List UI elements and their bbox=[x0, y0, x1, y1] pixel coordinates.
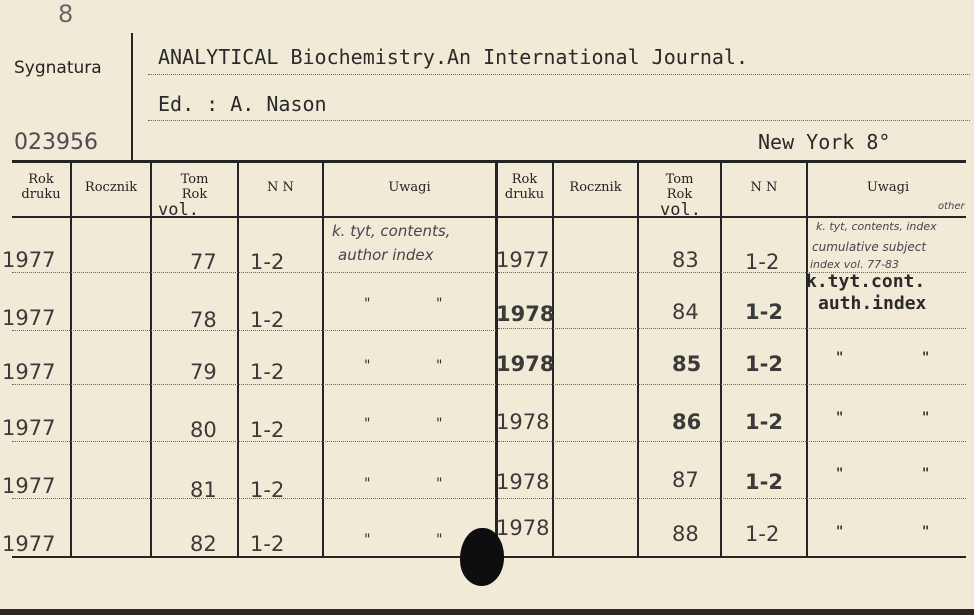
col-rok-druku: Rok druku bbox=[21, 172, 61, 202]
left-row-2-ditto-a: " bbox=[364, 296, 372, 312]
left-row-4-nn: 1-2 bbox=[250, 418, 285, 442]
col-rocznik-2: Rocznik bbox=[569, 180, 622, 195]
col-uwagi: Uwagi bbox=[388, 180, 431, 195]
left-row-5-ditto-a: " bbox=[364, 476, 372, 492]
left-row-1-note: k. tyt, contents, bbox=[332, 222, 451, 240]
left-row-4-year: 1977 bbox=[2, 416, 56, 440]
right-row-4-nn: 1-2 bbox=[745, 410, 783, 434]
left-row-2-tom: 78 bbox=[190, 308, 217, 332]
editor: Ed. : A. Nason bbox=[158, 92, 327, 116]
left-row-6-tom: 82 bbox=[190, 532, 217, 556]
header-top-rule bbox=[12, 160, 966, 163]
right-row-2-nn: 1-2 bbox=[745, 300, 783, 324]
journal-title: ANALYTICAL Biochemistry.An International Journal. bbox=[158, 45, 749, 69]
left-row-5-tom: 81 bbox=[190, 478, 217, 502]
right-row-1-year: 1977 bbox=[496, 248, 550, 272]
right-row-1-nn: 1-2 bbox=[745, 250, 780, 274]
copy-number: 8 bbox=[58, 0, 74, 28]
right-row-3-ditto-a: " bbox=[836, 350, 845, 366]
right-row-2-year: 1978 bbox=[496, 302, 555, 326]
right-row-6-tom: 88 bbox=[672, 522, 699, 546]
right-row-6-ditto-a: " bbox=[836, 524, 845, 540]
left-row-4-ditto-b: " bbox=[436, 416, 444, 432]
left-row-5-nn: 1-2 bbox=[250, 478, 285, 502]
right-row-1-typed-1: k.tyt.cont. bbox=[806, 271, 926, 292]
right-row-5-tom: 87 bbox=[672, 468, 699, 492]
col-nn: N N bbox=[267, 180, 294, 195]
left-row-3-ditto-b: " bbox=[436, 358, 444, 374]
left-row-6-ditto-a: " bbox=[364, 532, 372, 548]
left-row-4-ditto-a: " bbox=[364, 416, 372, 432]
right-row-4-tom: 86 bbox=[672, 410, 702, 434]
col-rok-druku-2: Rok druku bbox=[504, 172, 545, 202]
right-row-1-note-3: index vol. 77-83 bbox=[810, 258, 900, 271]
right-row-4-ditto-b: " bbox=[922, 410, 931, 426]
right-row-1-note-2: cumulative subject bbox=[812, 240, 927, 254]
left-row-3-ditto-a: " bbox=[364, 358, 372, 374]
punch-hole bbox=[460, 528, 504, 586]
left-row-5-year: 1977 bbox=[2, 474, 56, 498]
right-row-1-typed-2: auth.index bbox=[818, 293, 927, 314]
sygnatura-divider bbox=[131, 33, 133, 161]
right-row-6-ditto-b: " bbox=[922, 524, 931, 540]
left-row-6-year: 1977 bbox=[2, 532, 56, 556]
col-tom-rok: Tom Rok bbox=[180, 172, 209, 202]
left-row-6-nn: 1-2 bbox=[250, 532, 285, 556]
col-vol-annotation: vol. bbox=[158, 200, 199, 220]
right-row-1-note-1: k. tyt, contents, index bbox=[816, 220, 937, 233]
col-tom-rok-2: Tom Rok bbox=[665, 172, 694, 202]
right-row-5-ditto-a: " bbox=[836, 466, 845, 482]
right-row-6-nn: 1-2 bbox=[745, 522, 780, 546]
left-row-3-tom: 79 bbox=[190, 360, 217, 384]
right-row-5-year: 1978 bbox=[496, 470, 550, 494]
right-row-3-nn: 1-2 bbox=[745, 352, 783, 376]
col-vol-annotation-2: vol. bbox=[660, 200, 701, 220]
left-row-1-note-2: author index bbox=[338, 246, 434, 264]
left-row-3-nn: 1-2 bbox=[250, 360, 285, 384]
right-row-1-tom: 83 bbox=[672, 248, 699, 272]
left-row-1-tom: 77 bbox=[190, 250, 217, 274]
left-row-2-year: 1977 bbox=[2, 306, 56, 330]
left-row-6-ditto-b: " bbox=[436, 532, 444, 548]
left-row-3-year: 1977 bbox=[2, 360, 56, 384]
left-row-4-tom: 80 bbox=[190, 418, 217, 442]
col-rocznik: Rocznik bbox=[84, 180, 138, 195]
left-row-5-ditto-b: " bbox=[436, 476, 444, 492]
right-row-3-ditto-b: " bbox=[922, 350, 931, 366]
right-row-5-ditto-b: " bbox=[922, 466, 931, 482]
right-row-3-tom: 85 bbox=[672, 352, 702, 376]
right-row-3-year: 1978 bbox=[496, 352, 555, 376]
right-row-2-tom: 84 bbox=[672, 300, 699, 324]
place-format: New York 8° bbox=[758, 130, 891, 154]
left-row-1-year: 1977 bbox=[2, 248, 56, 272]
left-row-2-nn: 1-2 bbox=[250, 308, 285, 332]
right-row-4-ditto-a: " bbox=[836, 410, 845, 426]
left-row-1-nn: 1-2 bbox=[250, 250, 285, 274]
right-row-4-year: 1978 bbox=[496, 410, 550, 434]
shelf-number: 023956 bbox=[14, 130, 98, 155]
sygnatura-label: Sygnatura bbox=[14, 58, 102, 78]
column-header-rule bbox=[12, 216, 966, 218]
col-uwagi-2: Uwagi bbox=[866, 180, 910, 195]
right-row-6-year: 1978 bbox=[496, 516, 550, 540]
right-row-1-note-other: other bbox=[938, 201, 965, 212]
left-row-2-ditto-b: " bbox=[436, 296, 444, 312]
right-row-5-nn: 1-2 bbox=[745, 470, 783, 494]
col-nn-2: N N bbox=[750, 180, 778, 195]
